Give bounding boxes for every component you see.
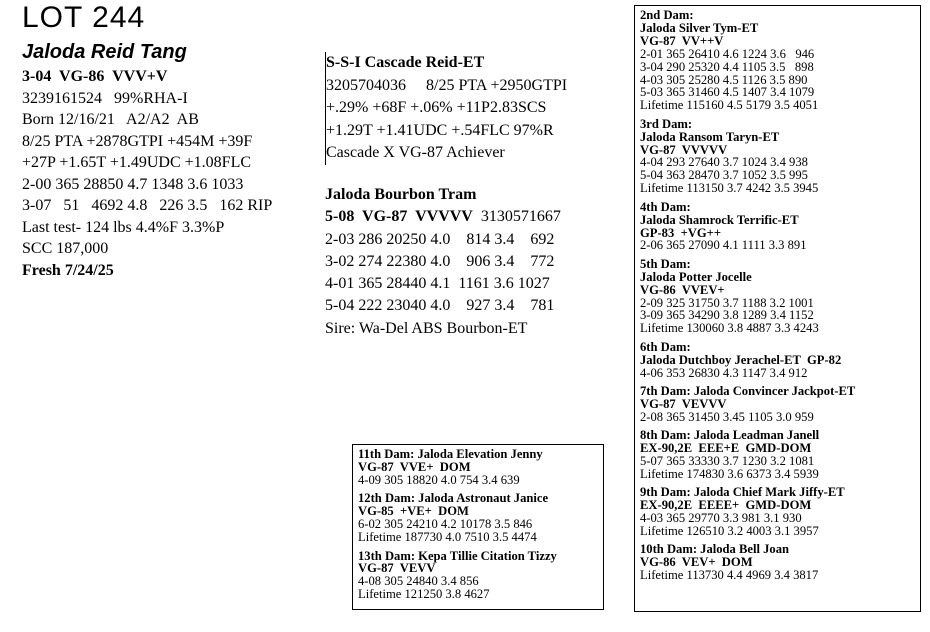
dam-heading: 9th Dam: Jaloda Chief Mark Jiffy-ET bbox=[640, 485, 845, 500]
dam-record: 4-03 305 25280 4.5 1126 3.5 890 bbox=[640, 72, 808, 87]
dam-record: 5-04 363 28470 3.7 1052 3.5 995 bbox=[640, 168, 808, 183]
dam-classification: VG-86 VEV+ DOM bbox=[640, 555, 753, 570]
pedigree-dam-entry bbox=[640, 258, 915, 335]
extended-pedigree-box bbox=[352, 444, 604, 610]
animal-line: SCC 187,000 bbox=[22, 240, 109, 257]
dam-record: 3-04 290 25320 4.4 1105 3.5 898 bbox=[640, 59, 814, 74]
dam-name: Jaloda Shamrock Terrific-ET bbox=[640, 212, 799, 227]
dam-classification: VG-87 VVE+ DOM bbox=[358, 459, 471, 474]
dam-block bbox=[325, 184, 561, 340]
dam-classification: VG-86 VVEV+ bbox=[640, 282, 725, 297]
dam-heading: 13th Dam: Kepa Tillie Citation Tizzy bbox=[358, 548, 557, 563]
dam-heading: 3rd Dam: bbox=[640, 116, 693, 131]
dam-record: Lifetime 174830 3.6 6373 3.4 5939 bbox=[640, 466, 819, 481]
dam-record: Lifetime 113150 3.7 4242 3.5 3945 bbox=[640, 181, 819, 196]
fresh-date: Fresh 7/24/25 bbox=[22, 261, 114, 279]
dam-record: 4-06 353 26830 4.3 1147 3.4 912 bbox=[640, 365, 808, 380]
pedigree-dam-entry bbox=[640, 341, 915, 380]
animal-line: Last test- 124 lbs 4.4%F 3.3%P bbox=[22, 218, 225, 236]
dam-classification: VG-85 +VE+ DOM bbox=[358, 504, 469, 519]
dam-name: Jaloda Ransom Taryn-ET bbox=[640, 129, 780, 144]
animal-line: 3239161524 99%RHA-I bbox=[22, 89, 188, 107]
extended-dam-entry bbox=[358, 492, 598, 543]
dam-name: Jaloda Dutchboy Jerachel-ET GP-82 bbox=[640, 352, 842, 367]
dam-record: 2-01 365 26410 4.6 1224 3.6 946 bbox=[640, 46, 815, 61]
animal-details bbox=[22, 66, 272, 281]
pedigree-dam-entry bbox=[640, 429, 915, 481]
dam-classification: VG-87 VEVVV bbox=[640, 396, 727, 411]
dam-heading: 10th Dam: Jaloda Bell Joan bbox=[640, 542, 790, 557]
dam-line: 5-04 222 23040 4.0 927 3.4 781 bbox=[325, 297, 555, 315]
dam-heading: 2nd Dam: bbox=[640, 8, 694, 22]
pedigree-dam-entry bbox=[640, 9, 915, 112]
extended-dam-entry bbox=[358, 550, 598, 601]
pedigree-dam-entry bbox=[640, 385, 915, 424]
sire-name: S-S-I Cascade Reid-ET bbox=[326, 54, 485, 71]
animal-line: +27P +1.65T +1.49UDC +1.08FLC bbox=[22, 154, 252, 171]
extended-dam-entry bbox=[358, 448, 598, 486]
dam-record: Lifetime 113730 4.4 4969 3.4 3817 bbox=[640, 568, 819, 583]
dam-heading: 12th Dam: Jaloda Astronaut Janice bbox=[358, 491, 549, 506]
dam-record: 5-07 365 33330 3.7 1230 3.2 1081 bbox=[640, 454, 815, 468]
dam-record: 4-08 305 24840 3.4 856 bbox=[358, 574, 479, 589]
pedigree-dam-entry bbox=[640, 486, 915, 538]
dam-classification: GP-83 +VG++ bbox=[640, 225, 721, 240]
dam-heading: 6th Dam: bbox=[640, 339, 691, 354]
dam-record: Lifetime 187730 4.0 7510 3.5 4474 bbox=[358, 529, 537, 544]
animal-line: 3-07 51 4692 4.8 226 3.5 162 RIP bbox=[22, 197, 273, 214]
dam-record: 4-03 365 29770 3.3 981 3.1 930 bbox=[640, 511, 802, 526]
dam-record: 3-09 365 34290 3.8 1289 3.4 1152 bbox=[640, 308, 814, 323]
dam-line: 4-01 365 28440 4.1 1161 3.6 1027 bbox=[325, 275, 550, 293]
dam-record: Lifetime 130060 3.8 4887 3.3 4243 bbox=[640, 321, 819, 336]
dam-classification: EX-90,2E EEE+E GMD-DOM bbox=[640, 441, 812, 456]
animal-line: 8/25 PTA +2878GTPI +454M +39F bbox=[22, 132, 253, 150]
dam-heading: 8th Dam: Jaloda Leadman Janell bbox=[640, 428, 820, 443]
lot-number: LOT 244 bbox=[22, 1, 146, 34]
dam-name: Jaloda Potter Jocelle bbox=[640, 269, 752, 284]
dam-record: 2-09 325 31750 3.7 1188 3.2 1001 bbox=[640, 295, 814, 310]
animal-line: 2-00 365 28850 4.7 1348 3.6 1033 bbox=[22, 175, 244, 193]
dam-record: 5-03 365 31460 4.5 1407 3.4 1079 bbox=[640, 85, 815, 100]
dam-line: 3-02 274 22380 4.0 906 3.4 772 bbox=[325, 252, 555, 270]
animal-classification: 3-04 VG-86 VVV+V bbox=[22, 68, 168, 85]
dam-classification: 5-08 VG-87 VVVVV bbox=[325, 208, 473, 226]
pedigree-dam-entry bbox=[640, 118, 915, 195]
dam-line: 2-03 286 20250 4.0 814 3.4 692 bbox=[325, 230, 555, 248]
dam-record: Lifetime 126510 3.2 4003 3.1 3957 bbox=[640, 524, 819, 539]
dam-record: 4-09 305 18820 4.0 754 3.4 639 bbox=[358, 472, 520, 487]
sire-line: 3205704036 8/25 PTA +2950GTPI bbox=[326, 76, 568, 94]
dam-record: Lifetime 121250 3.8 4627 bbox=[358, 586, 490, 601]
dam-heading: 11th Dam: Jaloda Elevation Jenny bbox=[358, 447, 543, 461]
animal-name: Jaloda Reid Tang bbox=[22, 41, 187, 63]
dam-classification: EX-90,2E EEEE+ GMD-DOM bbox=[640, 498, 812, 513]
dam-record: 6-02 305 24210 4.2 10178 3.5 846 bbox=[358, 516, 533, 531]
dam-record: Lifetime 115160 4.5 5179 3.5 4051 bbox=[640, 98, 819, 113]
dam-classification: VG-87 VV++V bbox=[640, 33, 724, 48]
pedigree-box bbox=[634, 5, 921, 612]
dam-name: Jaloda Bourbon Tram bbox=[325, 186, 477, 203]
sire-line: +1.29T +1.41UDC +.54FLC 97%R bbox=[326, 121, 554, 139]
dam-heading: 7th Dam: Jaloda Convincer Jackpot-ET bbox=[640, 383, 856, 398]
dam-record: 2-06 365 27090 4.1 1111 3.3 891 bbox=[640, 238, 807, 253]
sire-line: +.29% +68F +.06% +11P2.83SCS bbox=[326, 99, 547, 116]
dam-classification: VG-87 VEVV bbox=[358, 561, 436, 576]
sire-block bbox=[325, 52, 567, 165]
sire-line: Cascade X VG-87 Achiever bbox=[326, 144, 505, 161]
dam-record: 2-08 365 31450 3.45 1105 3.0 959 bbox=[640, 409, 814, 424]
dam-heading: 5th Dam: bbox=[640, 256, 691, 271]
pedigree-dam-entry bbox=[640, 543, 915, 582]
dam-registration: 3130571667 bbox=[480, 208, 561, 226]
animal-line: Born 12/16/21 A2/A2 AB bbox=[22, 111, 199, 128]
dam-classification: VG-87 VVVVV bbox=[640, 142, 728, 157]
dam-record: 4-04 293 27640 3.7 1024 3.4 938 bbox=[640, 155, 808, 170]
dam-name: Jaloda Silver Tym-ET bbox=[640, 20, 759, 35]
dam-heading: 4th Dam: bbox=[640, 199, 691, 214]
pedigree-dam-entry bbox=[640, 201, 915, 253]
dam-sire: Sire: Wa-Del ABS Bourbon-ET bbox=[325, 319, 528, 337]
